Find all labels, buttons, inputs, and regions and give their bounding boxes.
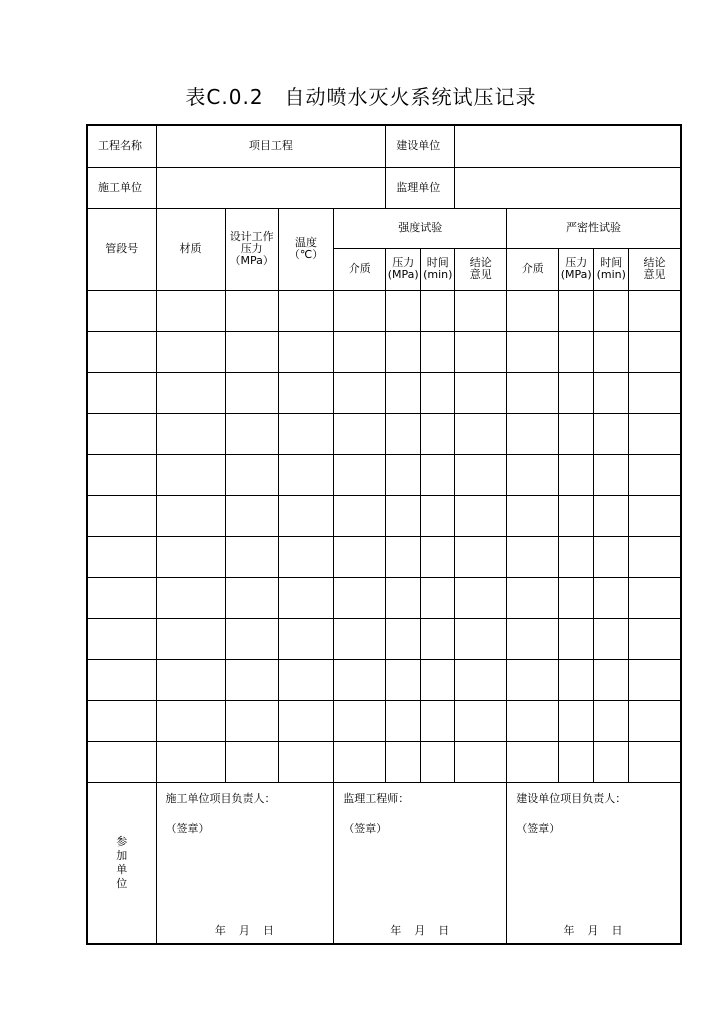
table-cell[interactable] (421, 577, 455, 618)
table-cell[interactable] (225, 372, 278, 413)
table-cell[interactable] (278, 659, 333, 700)
table-cell[interactable] (559, 618, 594, 659)
table-cell[interactable] (156, 372, 225, 413)
table-cell[interactable] (334, 495, 386, 536)
table-row (87, 741, 681, 782)
table-cell[interactable] (507, 495, 559, 536)
table-cell[interactable] (278, 700, 333, 741)
table-cell[interactable] (507, 741, 559, 782)
table-cell[interactable] (386, 413, 421, 454)
design-pressure-header: 设计工作压力（MPa） (225, 208, 278, 290)
table-cell[interactable] (87, 413, 156, 454)
table-cell[interactable] (455, 290, 507, 331)
table-row (87, 618, 681, 659)
strength-test-header: 强度试验 (334, 208, 507, 248)
owner-seal-label: （签章） (516, 821, 561, 835)
table-cell[interactable] (594, 659, 629, 700)
project-name-label: 工程名称 (87, 125, 156, 167)
table-row (87, 577, 681, 618)
table-cell[interactable] (559, 290, 594, 331)
table-cell[interactable] (334, 536, 386, 577)
table-cell[interactable] (225, 700, 278, 741)
table-cell[interactable] (455, 741, 507, 782)
table-cell[interactable] (156, 741, 225, 782)
project-name-value[interactable]: 项目工程 (156, 125, 386, 167)
table-cell[interactable] (421, 331, 455, 372)
table-cell[interactable] (225, 413, 278, 454)
table-row (87, 536, 681, 577)
build-unit-label: 建设单位 (386, 125, 455, 167)
build-unit-value[interactable] (455, 125, 681, 167)
table-cell[interactable] (334, 331, 386, 372)
table-cell[interactable] (594, 454, 629, 495)
table-cell[interactable] (455, 454, 507, 495)
construction-seal-label: （签章） (165, 821, 210, 835)
temperature-header: 温度（℃） (278, 208, 333, 290)
table-cell[interactable] (507, 413, 559, 454)
table-cell[interactable] (225, 577, 278, 618)
table-cell[interactable] (156, 454, 225, 495)
table-cell[interactable] (559, 741, 594, 782)
table-cell[interactable] (278, 331, 333, 372)
table-cell[interactable] (87, 372, 156, 413)
table-cell[interactable] (594, 618, 629, 659)
table-cell[interactable] (334, 659, 386, 700)
table-cell[interactable] (386, 577, 421, 618)
pressure-test-record-table (86, 124, 682, 945)
table-cell[interactable] (559, 577, 594, 618)
table-cell[interactable] (334, 454, 386, 495)
owner-date-label: 年 月 日 (563, 924, 624, 937)
construction-signature-block[interactable] (156, 782, 334, 944)
table-cell[interactable] (594, 741, 629, 782)
table-cell[interactable] (225, 331, 278, 372)
table-cell[interactable] (455, 659, 507, 700)
table-cell[interactable] (421, 290, 455, 331)
table-cell[interactable] (156, 413, 225, 454)
table-cell[interactable] (278, 290, 333, 331)
table-cell[interactable] (629, 290, 681, 331)
table-cell[interactable] (278, 618, 333, 659)
table-cell[interactable] (225, 290, 278, 331)
participants-label-cell (87, 782, 156, 944)
table-cell[interactable] (629, 536, 681, 577)
table-row (87, 331, 681, 372)
table-cell[interactable] (559, 659, 594, 700)
table-cell[interactable] (225, 741, 278, 782)
table-cell[interactable] (156, 618, 225, 659)
table-cell[interactable] (386, 536, 421, 577)
table-cell[interactable] (629, 413, 681, 454)
table-row (87, 700, 681, 741)
table-cell[interactable] (629, 618, 681, 659)
tightness-conclusion-header: 结论 意见 (629, 248, 681, 290)
table-cell[interactable] (559, 413, 594, 454)
table-cell[interactable] (594, 372, 629, 413)
table-cell[interactable] (156, 290, 225, 331)
table-cell[interactable] (507, 454, 559, 495)
construction-role-label: 施工单位项目负责人： (165, 791, 276, 805)
strength-time-header: 时间 (min) (421, 248, 455, 290)
table-cell[interactable] (156, 331, 225, 372)
table-cell[interactable] (455, 413, 507, 454)
form-title: 表C.0.2 自动喷水灭火系统试压记录 (185, 85, 537, 109)
table-cell[interactable] (87, 700, 156, 741)
table-cell[interactable] (507, 659, 559, 700)
table-cell[interactable] (278, 495, 333, 536)
table-cell[interactable] (421, 618, 455, 659)
table-cell[interactable] (507, 536, 559, 577)
table-cell[interactable] (629, 495, 681, 536)
strength-conclusion-header: 结论 意见 (455, 248, 507, 290)
table-row (87, 290, 681, 331)
table-cell[interactable] (334, 413, 386, 454)
table-cell[interactable] (386, 659, 421, 700)
pipe-section-header: 管段号 (87, 208, 156, 290)
supervision-unit-value[interactable] (455, 167, 681, 208)
table-cell[interactable] (278, 372, 333, 413)
table-cell[interactable] (386, 454, 421, 495)
supervisor-seal-label: （签章） (343, 821, 388, 835)
table-cell[interactable] (559, 536, 594, 577)
table-cell[interactable] (156, 577, 225, 618)
table-cell[interactable] (334, 577, 386, 618)
construction-unit-value[interactable] (156, 167, 386, 208)
table-cell[interactable] (386, 741, 421, 782)
table-cell[interactable] (629, 372, 681, 413)
table-cell[interactable] (421, 659, 455, 700)
table-cell[interactable] (594, 577, 629, 618)
supervision-unit-label: 监理单位 (386, 167, 455, 208)
table-cell[interactable] (629, 577, 681, 618)
table-cell[interactable] (87, 536, 156, 577)
table-cell[interactable] (629, 700, 681, 741)
participants-label: 参加单位 (116, 834, 128, 890)
table-cell[interactable] (386, 331, 421, 372)
table-cell[interactable] (629, 331, 681, 372)
construction-unit-label: 施工单位 (87, 167, 156, 208)
table-cell[interactable] (334, 290, 386, 331)
table-cell[interactable] (507, 331, 559, 372)
table-cell[interactable] (278, 536, 333, 577)
table-row (87, 495, 681, 536)
owner-role-label: 建设单位项目负责人： (516, 791, 627, 805)
table-cell[interactable] (225, 454, 278, 495)
table-row (87, 372, 681, 413)
table-cell[interactable] (594, 290, 629, 331)
table-cell[interactable] (594, 331, 629, 372)
table-cell[interactable] (507, 290, 559, 331)
table-cell[interactable] (559, 454, 594, 495)
table-row (87, 454, 681, 495)
supervisor-signature-block[interactable] (334, 782, 507, 944)
table-cell[interactable] (559, 495, 594, 536)
table-cell[interactable] (156, 700, 225, 741)
table-cell[interactable] (629, 659, 681, 700)
table-cell[interactable] (278, 577, 333, 618)
owner-signature-block[interactable] (507, 782, 681, 944)
table-cell[interactable] (278, 741, 333, 782)
table-cell[interactable] (559, 372, 594, 413)
table-cell[interactable] (87, 495, 156, 536)
table-row (87, 659, 681, 700)
table-cell[interactable] (156, 536, 225, 577)
table-cell[interactable] (421, 413, 455, 454)
table-cell[interactable] (421, 495, 455, 536)
table-cell[interactable] (629, 741, 681, 782)
table-cell[interactable] (334, 700, 386, 741)
table-cell[interactable] (87, 290, 156, 331)
tightness-medium-header: 介质 (507, 248, 559, 290)
table-cell[interactable] (455, 700, 507, 741)
table-cell[interactable] (225, 659, 278, 700)
table-cell[interactable] (87, 741, 156, 782)
table-cell[interactable] (334, 741, 386, 782)
material-header: 材质 (156, 208, 225, 290)
table-cell[interactable] (455, 331, 507, 372)
table-cell[interactable] (386, 372, 421, 413)
table-cell[interactable] (559, 700, 594, 741)
table-row (87, 413, 681, 454)
table-cell[interactable] (386, 618, 421, 659)
table-cell[interactable] (507, 700, 559, 741)
tightness-pressure-header: 压力 (MPa) (559, 248, 594, 290)
supervisor-role-label: 监理工程师： (343, 791, 410, 805)
table-cell[interactable] (87, 331, 156, 372)
table-cell[interactable] (156, 495, 225, 536)
table-cell[interactable] (225, 495, 278, 536)
tightness-time-header: 时间 (min) (594, 248, 629, 290)
table-cell[interactable] (421, 741, 455, 782)
table-cell[interactable] (156, 659, 225, 700)
construction-date-label: 年 月 日 (214, 924, 275, 937)
table-cell[interactable] (386, 290, 421, 331)
table-cell[interactable] (594, 700, 629, 741)
table-cell[interactable] (455, 495, 507, 536)
table-cell[interactable] (225, 618, 278, 659)
table-cell[interactable] (278, 454, 333, 495)
tightness-test-header: 严密性试验 (507, 208, 681, 248)
table-cell[interactable] (594, 413, 629, 454)
table-cell[interactable] (225, 536, 278, 577)
table-cell[interactable] (421, 454, 455, 495)
table-cell[interactable] (594, 536, 629, 577)
table-cell[interactable] (278, 413, 333, 454)
table-cell[interactable] (594, 495, 629, 536)
table-cell[interactable] (87, 618, 156, 659)
table-cell[interactable] (421, 372, 455, 413)
table-cell[interactable] (455, 577, 507, 618)
table-cell[interactable] (507, 577, 559, 618)
table-cell[interactable] (87, 454, 156, 495)
table-cell[interactable] (386, 700, 421, 741)
table-cell[interactable] (629, 454, 681, 495)
table-cell[interactable] (455, 536, 507, 577)
table-cell[interactable] (421, 700, 455, 741)
table-cell[interactable] (455, 372, 507, 413)
table-cell[interactable] (87, 659, 156, 700)
table-cell[interactable] (334, 618, 386, 659)
table-cell[interactable] (507, 618, 559, 659)
supervisor-date-label: 年 月 日 (390, 924, 451, 937)
table-cell[interactable] (455, 618, 507, 659)
table-cell[interactable] (334, 372, 386, 413)
table-cell[interactable] (507, 372, 559, 413)
strength-pressure-header: 压力 (MPa) (386, 248, 421, 290)
table-cell[interactable] (559, 331, 594, 372)
table-cell[interactable] (87, 577, 156, 618)
strength-medium-header: 介质 (334, 248, 386, 290)
table-cell[interactable] (421, 536, 455, 577)
table-cell[interactable] (386, 495, 421, 536)
